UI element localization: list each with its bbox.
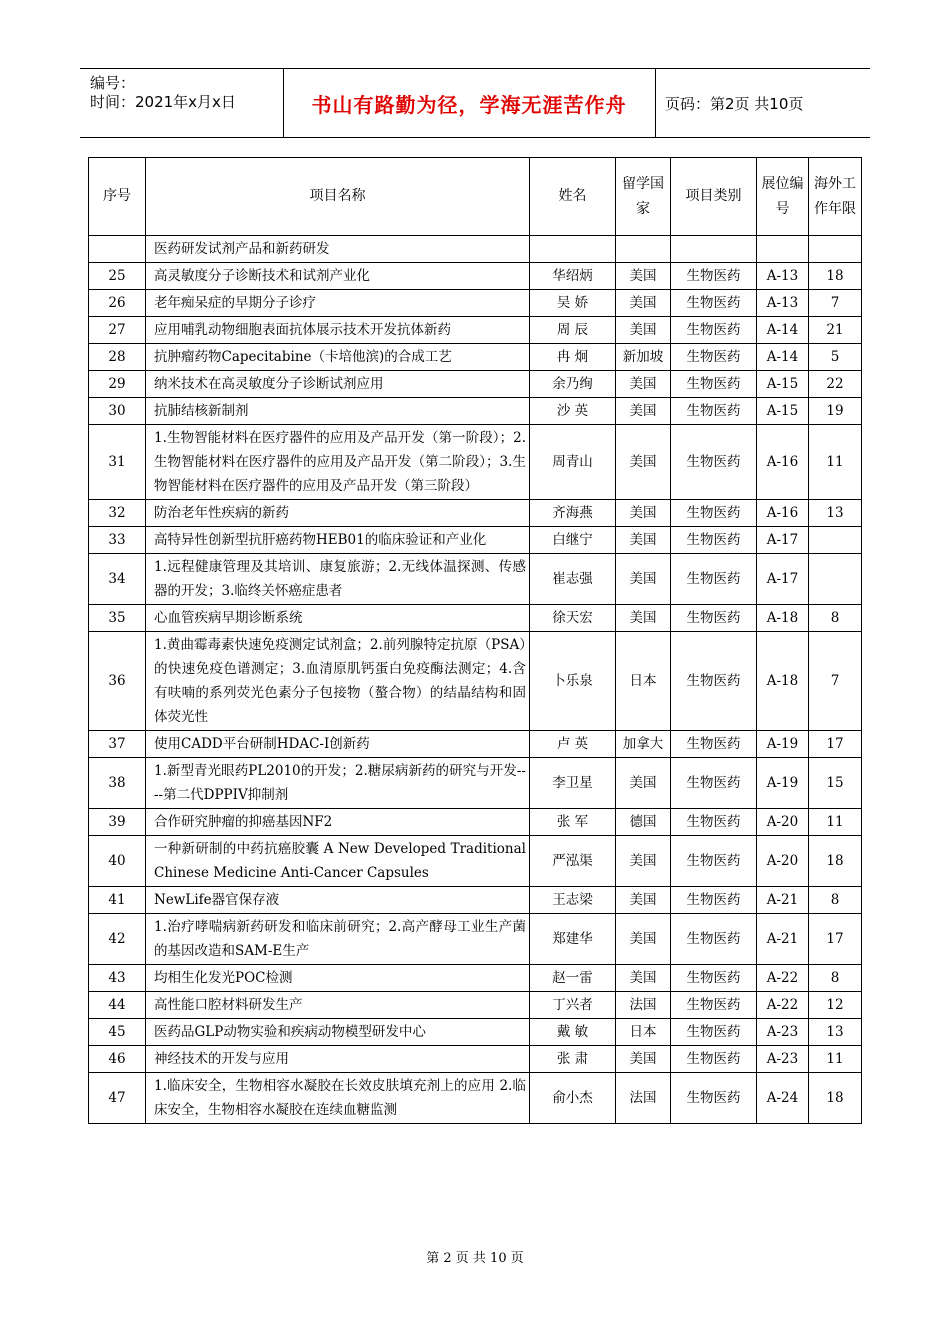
booth-number: A-19 — [757, 731, 809, 758]
row-no: 34 — [89, 554, 146, 605]
person-name: 戴 敏 — [530, 1019, 616, 1046]
person-name: 白继宁 — [530, 527, 616, 554]
project-name: 高灵敏度分子诊断技术和试剂产业化 — [146, 263, 530, 290]
person-name: 丁兴者 — [530, 992, 616, 1019]
row-no: 47 — [89, 1073, 146, 1124]
row-no: 33 — [89, 527, 146, 554]
project-name: 医药品GLP动物实验和疾病动物模型研发中心 — [146, 1019, 530, 1046]
person-name: 余乃绚 — [530, 371, 616, 398]
booth-number: A-15 — [757, 398, 809, 425]
overseas-years: 15 — [809, 758, 862, 809]
row-no: 44 — [89, 992, 146, 1019]
study-country: 美国 — [616, 758, 671, 809]
study-country: 美国 — [616, 425, 671, 500]
booth-number: A-13 — [757, 263, 809, 290]
project-category: 生物医药 — [671, 632, 757, 731]
project-category: 生物医药 — [671, 1073, 757, 1124]
overseas-years: 18 — [809, 1073, 862, 1124]
booth-number: A-18 — [757, 605, 809, 632]
person-name: 冉 炯 — [530, 344, 616, 371]
table-row — [89, 554, 862, 605]
project-name: NewLife器官保存液 — [146, 887, 530, 914]
project-name: 心血管疾病早期诊断系统 — [146, 605, 530, 632]
booth-number — [757, 236, 809, 263]
project-category: 生物医药 — [671, 554, 757, 605]
overseas-years: 19 — [809, 398, 862, 425]
project-category: 生物医药 — [671, 500, 757, 527]
overseas-years: 18 — [809, 263, 862, 290]
row-no: 45 — [89, 1019, 146, 1046]
project-name: 防治老年性疾病的新药 — [146, 500, 530, 527]
header-meta — [80, 69, 284, 137]
table-row — [89, 317, 862, 344]
study-country: 新加坡 — [616, 344, 671, 371]
booth-number: A-20 — [757, 836, 809, 887]
study-country: 美国 — [616, 1046, 671, 1073]
table-row — [89, 758, 862, 809]
overseas-years: 8 — [809, 965, 862, 992]
project-name: 1.黄曲霉毒素快速免疫测定试剂盒；2.前列腺特定抗原（PSA）的快速免疫色谱测定；3.血清原肌钙蛋白免疫酶法测定；4.含有呋喃的系列荧光色素分子包接物（螯合物）的结晶结构和固体荧光性 — [146, 632, 530, 731]
overseas-years: 13 — [809, 500, 862, 527]
study-country: 法国 — [616, 1073, 671, 1124]
booth-number: A-17 — [757, 554, 809, 605]
project-name: 医药研发试剂产品和新药研发 — [146, 236, 530, 263]
row-no: 43 — [89, 965, 146, 992]
booth-number: A-14 — [757, 317, 809, 344]
project-name: 神经技术的开发与应用 — [146, 1046, 530, 1073]
row-no: 27 — [89, 317, 146, 344]
table-row — [89, 500, 862, 527]
study-country: 德国 — [616, 809, 671, 836]
study-country: 美国 — [616, 290, 671, 317]
serial-label: 编号： — [90, 74, 136, 92]
study-country: 日本 — [616, 632, 671, 731]
overseas-years — [809, 236, 862, 263]
project-category: 生物医药 — [671, 371, 757, 398]
table-header-row — [89, 158, 862, 236]
project-category: 生物医药 — [671, 527, 757, 554]
booth-number: A-24 — [757, 1073, 809, 1124]
overseas-years: 11 — [809, 425, 862, 500]
booth-number: A-22 — [757, 965, 809, 992]
overseas-years: 5 — [809, 344, 862, 371]
person-name: 崔志强 — [530, 554, 616, 605]
study-country: 法国 — [616, 992, 671, 1019]
project-category: 生物医药 — [671, 887, 757, 914]
overseas-years: 18 — [809, 836, 862, 887]
project-category: 生物医药 — [671, 809, 757, 836]
project-name: 高特异性创新型抗肝癌药物HEB01的临床验证和产业化 — [146, 527, 530, 554]
date-line: 时间：2021年x月x日 — [90, 93, 236, 111]
page-footer: 第 2 页 共 10 页 — [426, 1251, 524, 1266]
table-row — [89, 290, 862, 317]
person-name: 郑建华 — [530, 914, 616, 965]
project-name: 合作研究肿瘤的抑癌基因NF2 — [146, 809, 530, 836]
project-name: 1.生物智能材料在医疗器件的应用及产品开发（第一阶段）；2.生物智能材料在医疗器件的应用及产品开发（第二阶段）；3.生物智能材料在医疗器件的应用及产品开发（第三阶段） — [146, 425, 530, 500]
row-no: 25 — [89, 263, 146, 290]
row-no: 35 — [89, 605, 146, 632]
booth-number: A-18 — [757, 632, 809, 731]
study-country: 美国 — [616, 965, 671, 992]
project-table — [88, 157, 862, 1124]
study-country: 美国 — [616, 263, 671, 290]
col-header-person: 姓名 — [530, 158, 616, 236]
study-country — [616, 236, 671, 263]
row-no: 28 — [89, 344, 146, 371]
row-no: 40 — [89, 836, 146, 887]
project-category: 生物医药 — [671, 965, 757, 992]
project-category: 生物医药 — [671, 1019, 757, 1046]
overseas-years: 13 — [809, 1019, 862, 1046]
table-row — [89, 887, 862, 914]
booth-number: A-22 — [757, 992, 809, 1019]
booth-number: A-20 — [757, 809, 809, 836]
study-country: 美国 — [616, 554, 671, 605]
person-name: 张 肃 — [530, 1046, 616, 1073]
overseas-years: 17 — [809, 731, 862, 758]
table-body — [89, 236, 862, 1124]
overseas-years: 8 — [809, 887, 862, 914]
table-row — [89, 836, 862, 887]
table-row — [89, 371, 862, 398]
person-name: 周青山 — [530, 425, 616, 500]
project-category: 生物医药 — [671, 605, 757, 632]
study-country: 美国 — [616, 836, 671, 887]
booth-number: A-16 — [757, 425, 809, 500]
booth-number: A-14 — [757, 344, 809, 371]
person-name — [530, 236, 616, 263]
header-page-cell — [655, 69, 870, 137]
booth-number: A-23 — [757, 1046, 809, 1073]
row-no: 30 — [89, 398, 146, 425]
col-header-booth: 展位编号 — [757, 158, 809, 236]
overseas-years — [809, 527, 862, 554]
project-name: 1.新型青光眼药PL2010的开发；2.糖尿病新药的研究与开发----第二代DPPIV抑制剂 — [146, 758, 530, 809]
project-category: 生物医药 — [671, 344, 757, 371]
booth-number: A-21 — [757, 914, 809, 965]
col-header-years: 海外工作年限 — [809, 158, 862, 236]
row-no: 41 — [89, 887, 146, 914]
project-category: 生物医药 — [671, 836, 757, 887]
project-category — [671, 236, 757, 263]
booth-number: A-17 — [757, 527, 809, 554]
col-header-no: 序号 — [89, 158, 146, 236]
overseas-years: 12 — [809, 992, 862, 1019]
person-name: 卜乐泉 — [530, 632, 616, 731]
overseas-years: 11 — [809, 1046, 862, 1073]
project-category: 生物医药 — [671, 758, 757, 809]
study-country: 美国 — [616, 317, 671, 344]
project-category: 生物医药 — [671, 263, 757, 290]
study-country: 美国 — [616, 914, 671, 965]
study-country: 加拿大 — [616, 731, 671, 758]
page-header — [80, 68, 870, 138]
booth-number: A-23 — [757, 1019, 809, 1046]
project-name: 纳米技术在高灵敏度分子诊断试剂应用 — [146, 371, 530, 398]
row-no: 36 — [89, 632, 146, 731]
project-name: 一种新研制的中药抗癌胶囊 A New Developed Traditional Chinese Medicine Anti-Cancer Capsules — [146, 836, 530, 887]
project-name: 高性能口腔材料研发生产 — [146, 992, 530, 1019]
project-name: 使用CADD平台研制HDAC-I创新药 — [146, 731, 530, 758]
page-label: 页码：第2页 共10页 — [665, 94, 804, 113]
project-name: 1.远程健康管理及其培训、康复旅游；2.无线体温探测、传感器的开发；3.临终关怀癌症患者 — [146, 554, 530, 605]
table-row — [89, 236, 862, 263]
overseas-years: 8 — [809, 605, 862, 632]
overseas-years: 11 — [809, 809, 862, 836]
overseas-years: 7 — [809, 632, 862, 731]
row-no: 26 — [89, 290, 146, 317]
project-name: 1.治疗哮喘病新药研发和临床前研究；2.高产酵母工业生产菌的基因改造和SAM-E生产 — [146, 914, 530, 965]
row-no: 32 — [89, 500, 146, 527]
project-name: 1.临床安全，生物相容水凝胶在长效皮肤填充剂上的应用 2.临床安全，生物相容水凝胶在连续血糖监测 — [146, 1073, 530, 1124]
table-row — [89, 632, 862, 731]
project-category: 生物医药 — [671, 290, 757, 317]
table-row — [89, 809, 862, 836]
row-no: 42 — [89, 914, 146, 965]
table-row — [89, 605, 862, 632]
person-name: 李卫星 — [530, 758, 616, 809]
project-name: 抗肺结核新制剂 — [146, 398, 530, 425]
booth-number: A-16 — [757, 500, 809, 527]
study-country: 美国 — [616, 887, 671, 914]
row-no — [89, 236, 146, 263]
table-row — [89, 1019, 862, 1046]
col-header-category: 项目类别 — [671, 158, 757, 236]
motto: 书山有路勤为径，学海无涯苦作舟 — [311, 92, 627, 117]
booth-number: A-21 — [757, 887, 809, 914]
person-name: 王志梁 — [530, 887, 616, 914]
row-no: 38 — [89, 758, 146, 809]
project-name: 应用哺乳动物细胞表面抗体展示技术开发抗体新药 — [146, 317, 530, 344]
person-name: 吴 娇 — [530, 290, 616, 317]
person-name: 沙 英 — [530, 398, 616, 425]
row-no: 39 — [89, 809, 146, 836]
project-category: 生物医药 — [671, 425, 757, 500]
project-name: 均相生化发光POC检测 — [146, 965, 530, 992]
table-row — [89, 425, 862, 500]
person-name: 俞小杰 — [530, 1073, 616, 1124]
person-name: 张 军 — [530, 809, 616, 836]
row-no: 31 — [89, 425, 146, 500]
study-country: 美国 — [616, 398, 671, 425]
table-row — [89, 914, 862, 965]
study-country: 美国 — [616, 500, 671, 527]
overseas-years: 21 — [809, 317, 862, 344]
table-row — [89, 1073, 862, 1124]
project-category: 生物医药 — [671, 992, 757, 1019]
person-name: 齐海燕 — [530, 500, 616, 527]
table-row — [89, 731, 862, 758]
project-category: 生物医药 — [671, 731, 757, 758]
overseas-years — [809, 554, 862, 605]
overseas-years: 22 — [809, 371, 862, 398]
project-name: 抗肿瘤药物Capecitabine（卡培他滨)的合成工艺 — [146, 344, 530, 371]
person-name: 周 辰 — [530, 317, 616, 344]
study-country: 日本 — [616, 1019, 671, 1046]
project-category: 生物医药 — [671, 914, 757, 965]
row-no: 46 — [89, 1046, 146, 1073]
person-name: 华绍炳 — [530, 263, 616, 290]
table-row — [89, 965, 862, 992]
booth-number: A-15 — [757, 371, 809, 398]
col-header-name: 项目名称 — [146, 158, 530, 236]
overseas-years: 17 — [809, 914, 862, 965]
project-name: 老年痴呆症的早期分子诊疗 — [146, 290, 530, 317]
table-row — [89, 398, 862, 425]
person-name: 卢 英 — [530, 731, 616, 758]
study-country: 美国 — [616, 605, 671, 632]
person-name: 严泓渠 — [530, 836, 616, 887]
table-row — [89, 1046, 862, 1073]
table-row — [89, 992, 862, 1019]
row-no: 29 — [89, 371, 146, 398]
project-category: 生物医药 — [671, 398, 757, 425]
booth-number: A-13 — [757, 290, 809, 317]
study-country: 美国 — [616, 527, 671, 554]
person-name: 徐天宏 — [530, 605, 616, 632]
overseas-years: 7 — [809, 290, 862, 317]
person-name: 赵一雷 — [530, 965, 616, 992]
project-category: 生物医药 — [671, 1046, 757, 1073]
study-country: 美国 — [616, 371, 671, 398]
col-header-country: 留学国家 — [616, 158, 671, 236]
booth-number: A-19 — [757, 758, 809, 809]
project-category: 生物医药 — [671, 317, 757, 344]
table-row — [89, 263, 862, 290]
row-no: 37 — [89, 731, 146, 758]
table-row — [89, 344, 862, 371]
header-motto-cell — [283, 69, 656, 137]
table-row — [89, 527, 862, 554]
